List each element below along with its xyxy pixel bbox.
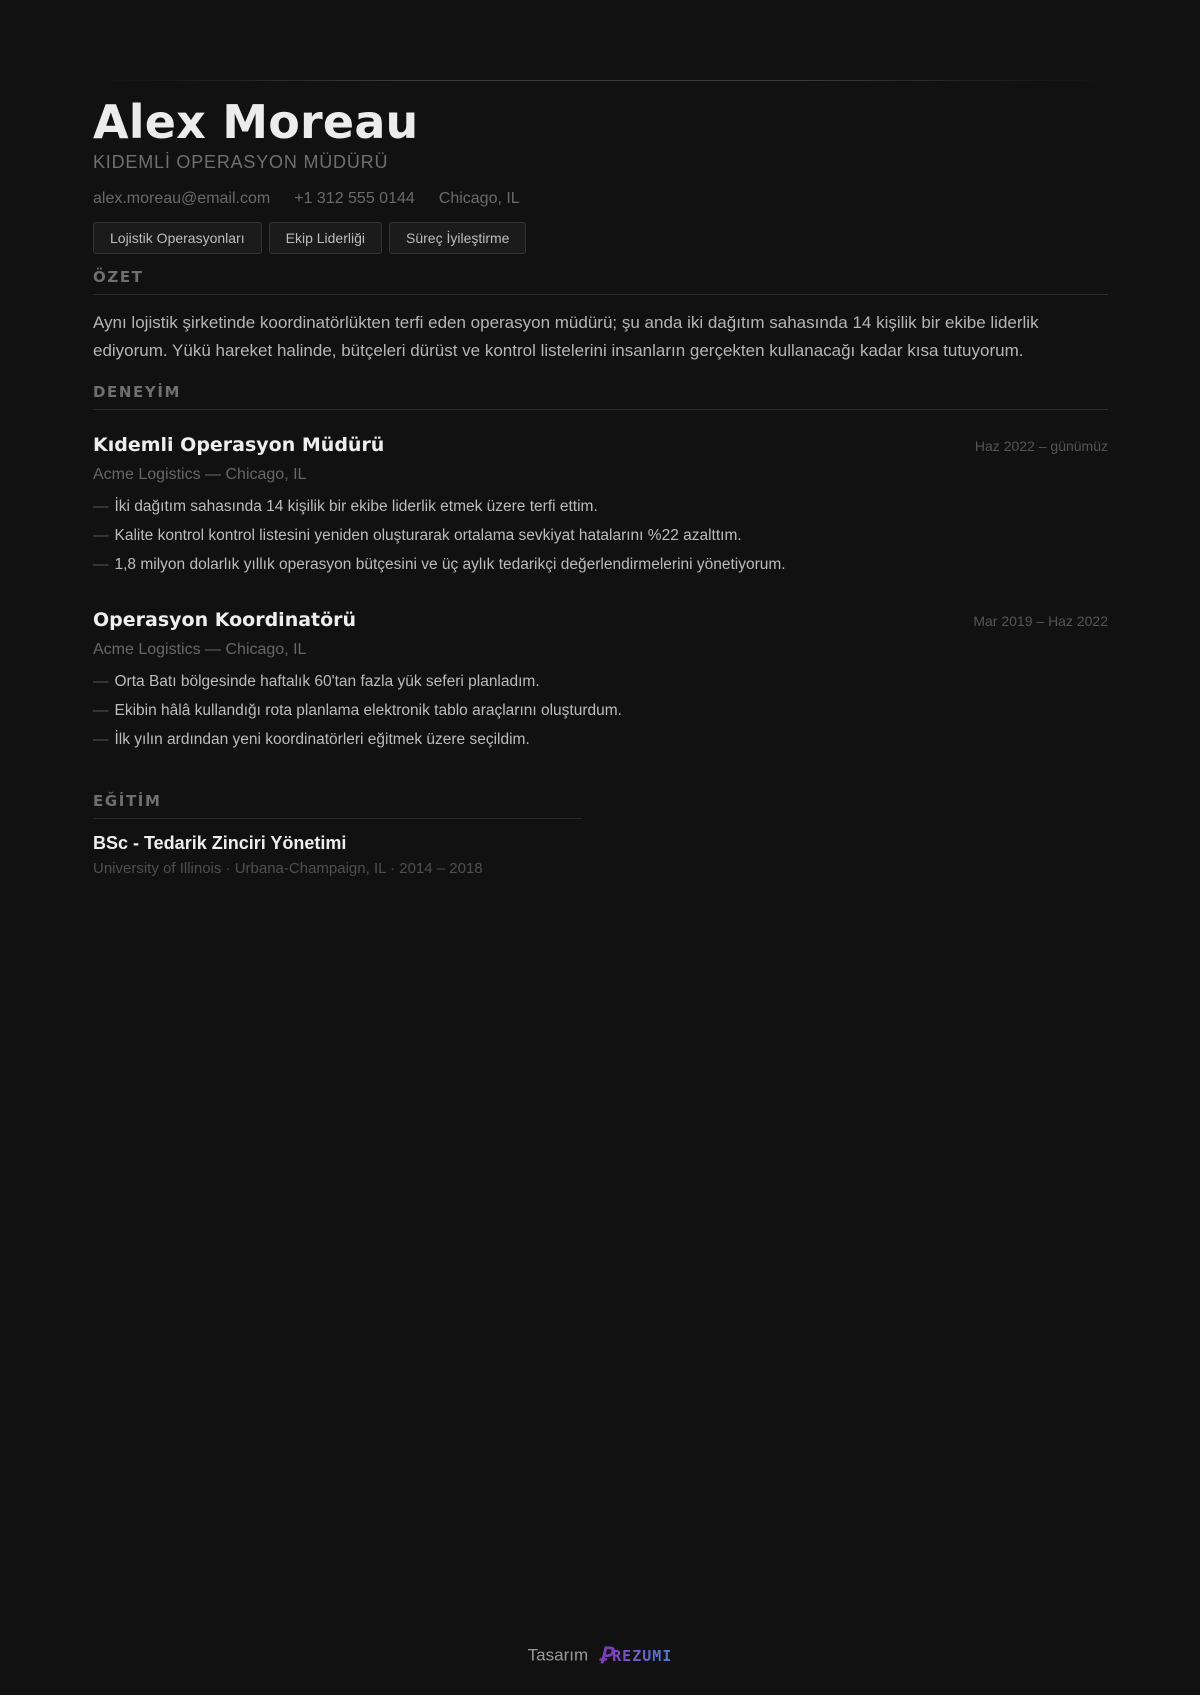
dash-icon: — (93, 556, 109, 573)
phone-text: +1 312 555 0144 (294, 190, 415, 207)
candidate-role: KIDEMLİ OPERASYON MÜDÜRÜ (93, 152, 389, 172)
section-title-summary: ÖZET (93, 268, 1108, 295)
list-item (93, 550, 1108, 579)
job-bullets (93, 667, 1108, 754)
skill-tag: Ekip Liderliği (269, 222, 382, 254)
job-title: Kıdemli Operasyon Müdürü (93, 434, 385, 456)
dash-icon: — (93, 498, 109, 515)
list-item (93, 492, 1108, 521)
list-item (93, 725, 1108, 754)
list-item (93, 521, 1108, 550)
brand-logo-icon: Ꝑ (598, 1643, 613, 1669)
job-header (93, 609, 1108, 631)
location-text: Chicago, IL (438, 190, 520, 207)
summary-section (93, 268, 1108, 365)
section-title-education: EĞİTİM (93, 792, 581, 819)
job-company: Acme Logistics — Chicago, IL (93, 641, 307, 658)
list-item (93, 667, 1108, 696)
job-dates: Haz 2022 – günümüz (974, 438, 1108, 454)
bullet-text: İlk yılın ardından yeni koordinatörleri eğitmek üzere seçildim. (114, 731, 530, 748)
experience-section (93, 383, 1108, 754)
degree-title: BSc - Tedarik Zinciri Yönetimi (93, 833, 347, 853)
job-entry (93, 609, 1108, 754)
job-header (93, 434, 1108, 456)
bullet-text: 1,8 milyon dolarlık yıllık operasyon bütçesini ve üç aylık tedarikçi değerlendirmelerini yönetiyorum. (114, 556, 786, 573)
dash-icon: — (93, 731, 109, 748)
job-bullets (93, 492, 1108, 579)
skill-tags (93, 222, 1108, 254)
education-section (93, 792, 581, 877)
footer-prefix: Tasarım (527, 1645, 589, 1665)
dash-icon: — (93, 673, 109, 690)
job-dates: Mar 2019 – Haz 2022 (973, 613, 1108, 629)
job-entry (93, 434, 1108, 579)
job-company: Acme Logistics — Chicago, IL (93, 466, 307, 483)
brand-logo[interactable] (599, 1643, 672, 1669)
job-title: Operasyon Koordinatörü (93, 609, 357, 631)
summary-text: Aynı lojistik şirketinde koordinatörlükten terfi eden operasyon müdürü; şu anda iki dağıtım sahasında 14 kişilik bir ekibe liderlik ediyorum. Yükü hareket halinde, bütçeleri dürüst ve kontrol listelerini insanların gerçekten kullanacağı kadar kısa tutuyorum. (93, 313, 1039, 360)
footer (0, 1643, 1200, 1669)
brand-logo-text: REZUMI (612, 1647, 673, 1665)
resume-page (93, 80, 1108, 877)
skill-tag: Lojistik Operasyonları (93, 222, 262, 254)
school-info: University of Illinois · Urbana-Champaign, IL · 2014 – 2018 (93, 860, 483, 877)
email-text: alex.moreau@email.com (93, 190, 271, 207)
section-title-experience: DENEYİM (93, 383, 1108, 410)
list-item (93, 696, 1108, 725)
bullet-text: İki dağıtım sahasında 14 kişilik bir ekibe liderlik etmek üzere terfi ettim. (114, 498, 598, 515)
candidate-name: Alex Moreau (93, 95, 419, 149)
contact-info (93, 188, 1108, 210)
skill-tag: Süreç İyileştirme (389, 222, 526, 254)
dash-icon: — (93, 527, 109, 544)
dash-icon: — (93, 702, 109, 719)
bullet-text: Kalite kontrol kontrol listesini yeniden oluşturarak ortalama sevkiyat hatalarını %22 azalttım. (114, 527, 742, 544)
bullet-text: Ekibin hâlâ kullandığı rota planlama elektronik tablo araçlarını oluşturdum. (114, 702, 622, 719)
bullet-text: Orta Batı bölgesinde haftalık 60'tan fazla yük seferi planladım. (114, 673, 540, 690)
